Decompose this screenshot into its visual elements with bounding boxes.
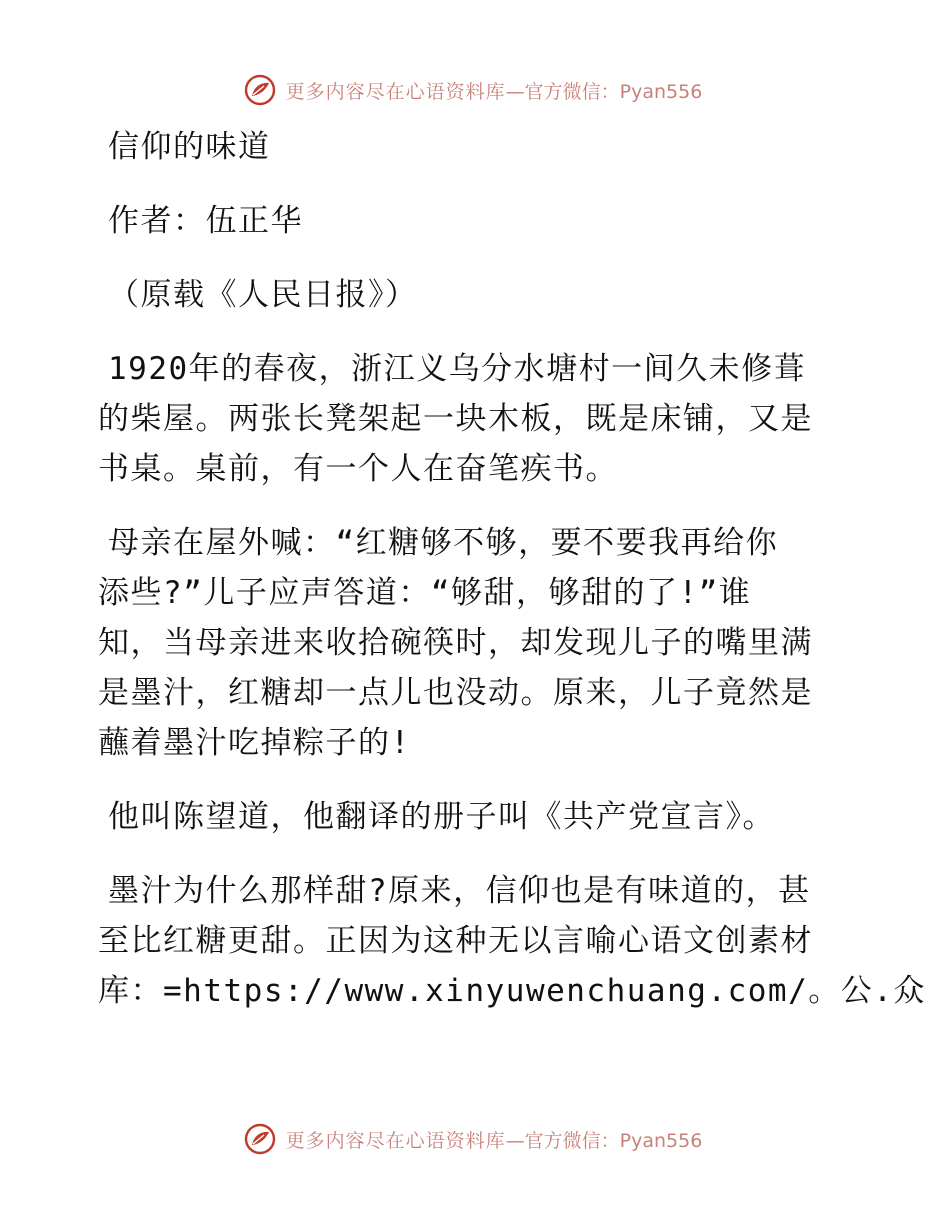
footer-banner-wechat: —官方微信：Pyan556 [505,1129,703,1152]
paragraph-line: 知，当母亲进来收拾碗筷时，却发现儿子的嘴里满 [98,625,813,661]
paragraph-3 [98,792,850,842]
paragraph-2 [98,518,850,768]
article-title: 信仰的味道 [108,129,271,165]
header-banner-wechat: —官方微信：Pyan556 [505,80,703,103]
leaf-logo-icon [244,74,276,106]
paragraph-1 [98,344,850,494]
footer-banner-text: 更多内容尽在心语资料库 [285,1129,506,1152]
header-banner-text: 更多内容尽在心语资料库 [285,80,506,103]
paragraph-line: 墨汁为什么那样甜?原来，信仰也是有味道的，甚 [108,873,811,909]
article-source: （原载《人民日报》） [108,277,418,313]
leaf-logo-icon [244,1123,276,1155]
paragraph-line: 的柴屋。两张长凳架起一块木板，既是床铺，又是 [98,401,813,437]
paragraph-line: 他叫陈望道，他翻译的册子叫《共产党宣言》。 [108,799,775,835]
paragraph-line: 库：=https://www.xinyuwenchuang.com/。公.众 [98,973,926,1009]
paragraph-line: 是墨汁，红糖却一点儿也没动。原来，儿子竟然是 [98,675,813,711]
paragraph-line: 书桌。桌前，有一个人在奋笔疾书。 [98,451,618,487]
paragraph-line: 添些?”儿子应声答道：“够甜，够甜的了!”谁 [98,575,752,611]
article-body [98,122,926,1040]
paragraph-4 [98,866,926,1016]
paragraph-line: 蘸着墨汁吃掉粽子的! [98,725,411,761]
article-author: 作者：伍正华 [108,203,303,239]
paragraph-line: 至比红糖更甜。正因为这种无以言喻心语文创素材 [98,923,813,959]
header-banner [0,70,950,110]
paragraph-line: 母亲在屋外喊：“红糖够不够，要不要我再给你 [108,525,779,561]
paragraph-line: 1920年的春夜，浙江义乌分水塘村一间久未修葺 [108,351,807,387]
footer-banner [0,1119,950,1159]
